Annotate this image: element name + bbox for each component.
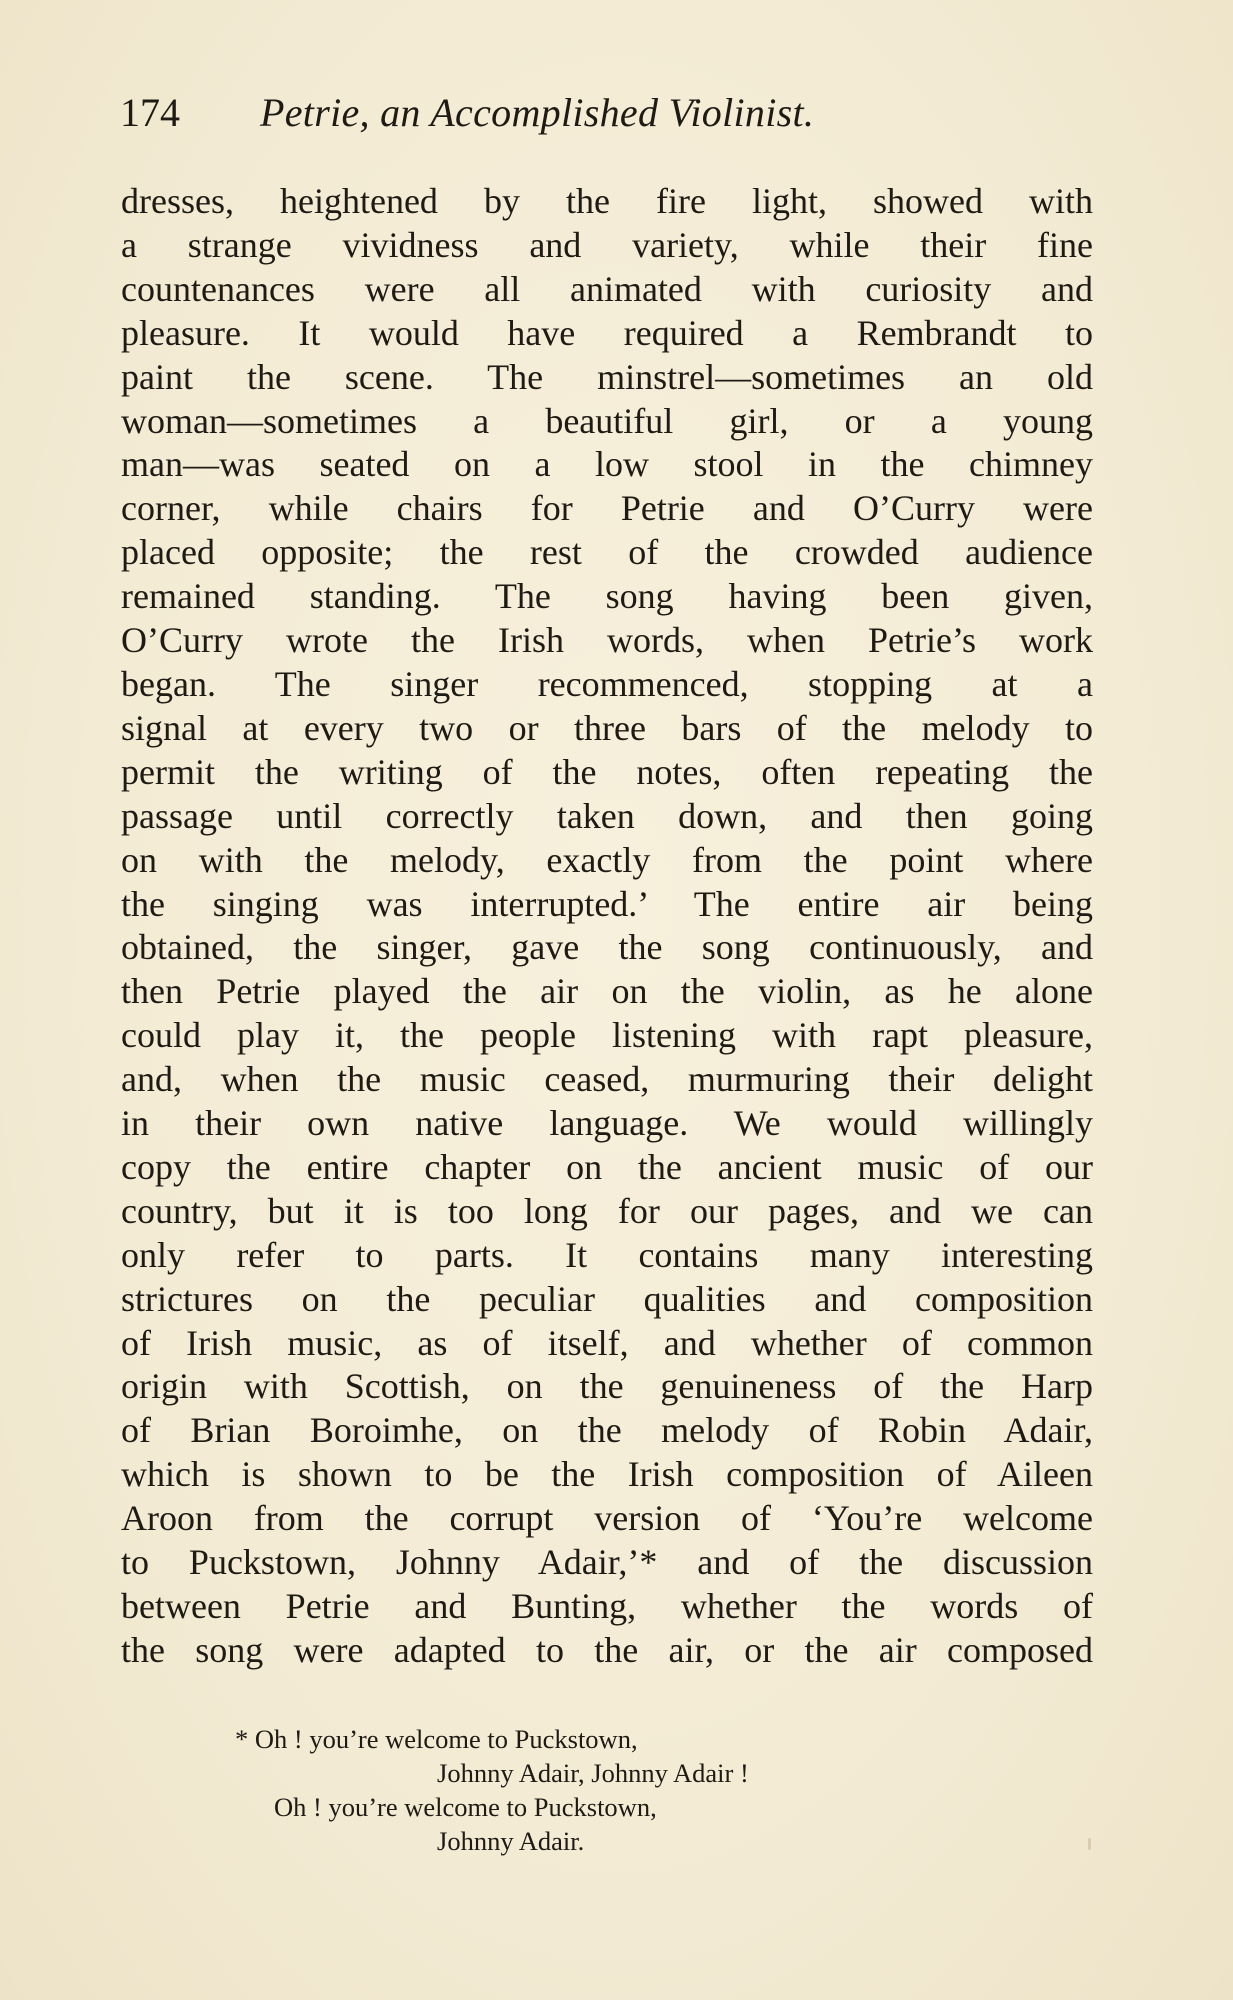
- text-line: paint the scene. The minstrel—sometimes an old: [121, 356, 1093, 397]
- text-line: pleasure. It would have required a Rembrandt to: [121, 312, 1093, 353]
- text-line: country, but it is too long for our pages, and we can: [121, 1190, 1093, 1231]
- text-line: began. The singer recommenced, stopping at a: [121, 663, 1093, 704]
- text-line: O’Curry wrote the Irish words, when Petrie’s work: [121, 620, 1093, 661]
- text-line: dresses, heightened by the fire light, showed with: [121, 181, 1093, 221]
- footnote-line: Oh ! you’re welcome to Puckstown,: [274, 1792, 657, 1822]
- text-line: could play it, the people listening with rapt pleasure,: [121, 1015, 1093, 1056]
- text-line: countenances were all animated with curiosity and: [121, 268, 1093, 309]
- text-line: origin with Scottish, on the genuineness of the Harp: [121, 1366, 1093, 1407]
- text-line: and, when the music ceased, murmuring their delight: [121, 1059, 1093, 1100]
- text-line: of Brian Boroimhe, on the melody of Robin Adair,: [121, 1410, 1093, 1451]
- text-line: on with the melody, exactly from the point where: [121, 839, 1093, 880]
- text-line: which is shown to be the Irish composition of Aileen: [121, 1454, 1093, 1495]
- footnote-line: Johnny Adair.: [437, 1826, 585, 1856]
- page-header: [120, 88, 1120, 138]
- text-line: only refer to parts. It contains many interesting: [121, 1234, 1093, 1275]
- footnote: [232, 1722, 932, 1858]
- footnote-line: Johnny Adair, Johnny Adair !: [437, 1758, 749, 1788]
- running-title: Petrie, an Accomplished Violinist.: [260, 90, 815, 135]
- text-line: obtained, the singer, gave the song continuously, and: [121, 927, 1093, 968]
- text-line: to Puckstown, Johnny Adair,’* and of the discussion: [121, 1542, 1093, 1583]
- text-line: then Petrie played the air on the violin, as he alone: [121, 971, 1093, 1012]
- text-line: of Irish music, as of itself, and whether of common: [121, 1322, 1093, 1363]
- text-line: man—was seated on a low stool in the chimney: [121, 444, 1093, 485]
- text-line: the singing was interrupted.’ The entire air being: [121, 883, 1093, 924]
- text-line: strictures on the peculiar qualities and composition: [121, 1278, 1093, 1319]
- text-line: passage until correctly taken down, and then going: [121, 795, 1093, 836]
- page-number: 174: [120, 90, 180, 135]
- text-line: signal at every two or three bars of the melody to: [121, 707, 1093, 748]
- text-line: woman—sometimes a beautiful girl, or a young: [121, 400, 1093, 441]
- text-line: between Petrie and Bunting, whether the words of: [121, 1586, 1093, 1626]
- paper-speck: [1088, 1838, 1091, 1850]
- text-line: in their own native language. We would willingly: [121, 1103, 1093, 1144]
- text-line: the song were adapted to the air, or the air composed: [121, 1629, 1093, 1670]
- text-line: Aroon from the corrupt version of ‘You’re welcome: [121, 1498, 1093, 1539]
- text-line: a strange vividness and variety, while their fine: [121, 224, 1093, 265]
- text-line: copy the entire chapter on the ancient music of our: [121, 1146, 1093, 1187]
- text-line: corner, while chairs for Petrie and O’Curry were: [121, 488, 1093, 529]
- footnote-line: * Oh ! you’re welcome to Puckstown,: [235, 1724, 638, 1754]
- body-text: [121, 180, 1093, 1673]
- text-line: placed opposite; the rest of the crowded audience: [121, 532, 1093, 573]
- text-line: remained standing. The song having been given,: [121, 576, 1093, 617]
- text-line: permit the writing of the notes, often repeating the: [121, 751, 1093, 792]
